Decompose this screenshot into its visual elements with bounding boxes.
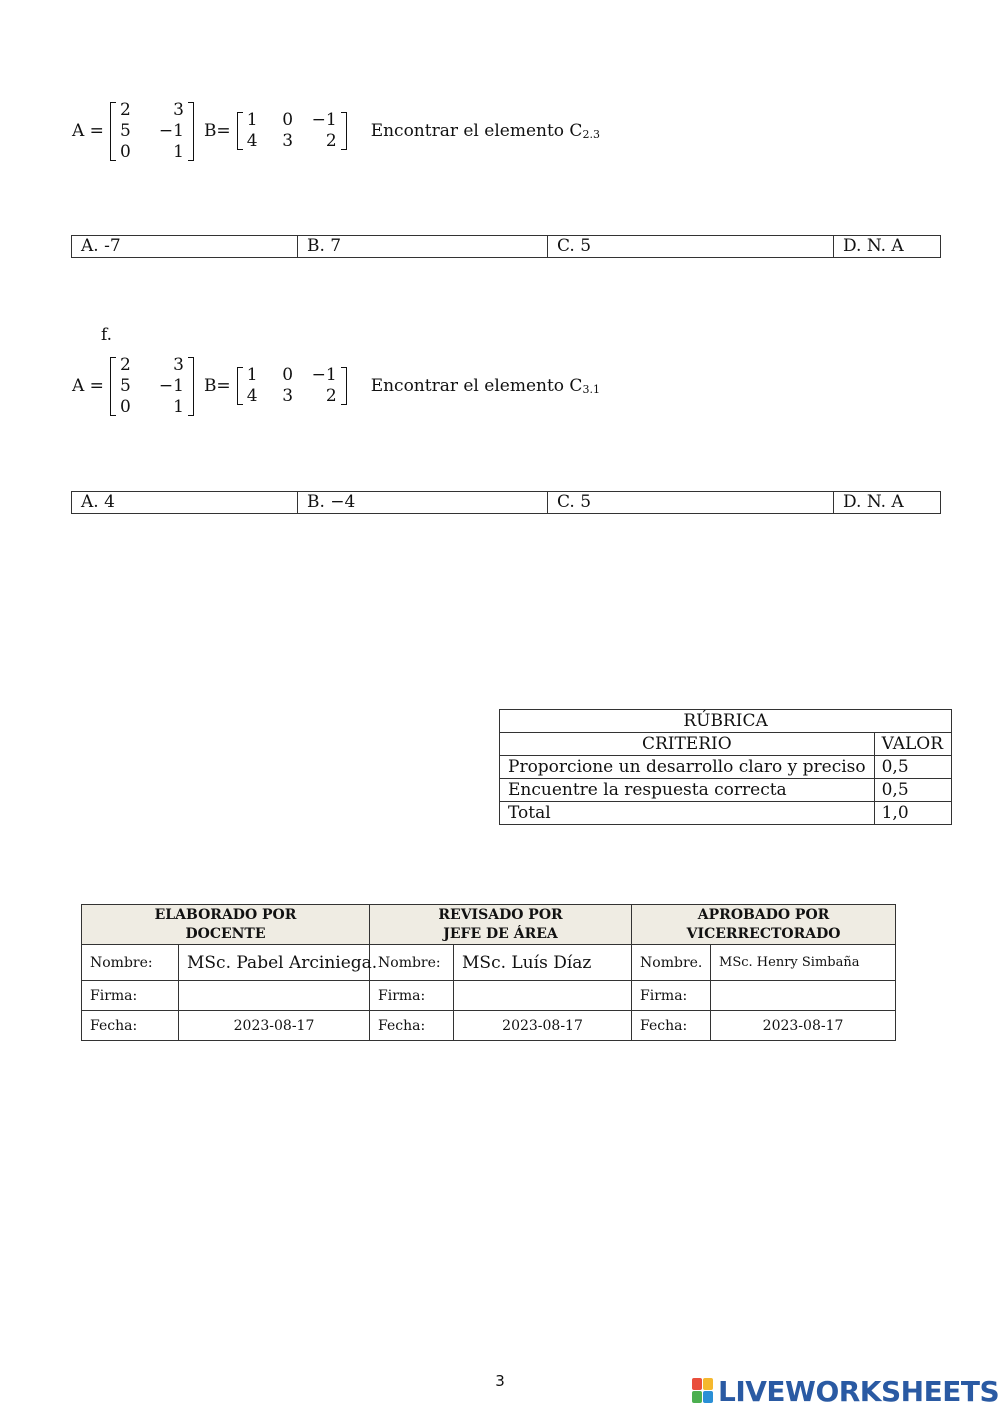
- element-subscript: 2.3: [582, 128, 600, 141]
- docente-name: MSc. Pabel Arciniega.: [179, 945, 370, 981]
- matrix-a-cell: 1: [173, 141, 184, 162]
- liveworksheets-logo[interactable]: [692, 1374, 999, 1408]
- option-d[interactable]: D. N. A: [843, 236, 904, 256]
- matrix-a: [110, 355, 194, 418]
- rubric-table: [499, 709, 952, 825]
- brand-name: LIVEWORKSHEETS: [718, 1374, 1000, 1408]
- matrix-b-cell: 2: [325, 386, 337, 406]
- fecha-value: 2023-08-17: [711, 1011, 896, 1041]
- matrix-a-cell: 5: [119, 375, 131, 396]
- element-subscript: 3.1: [582, 383, 600, 396]
- question-2-matrices: [72, 351, 600, 421]
- answer-options-1: [71, 235, 941, 258]
- matrix-a-cell: 0: [119, 141, 131, 162]
- matrix-b: [237, 365, 347, 407]
- option-c[interactable]: C. 5: [548, 236, 834, 257]
- rubric-criterio: Encuentre la respuesta correcta: [500, 779, 875, 802]
- matrix-b-label: B=: [203, 376, 231, 396]
- rubric-title: RÚBRICA: [500, 710, 952, 733]
- nombre-label: Nombre:: [370, 945, 454, 981]
- matrix-b-label: B=: [203, 121, 231, 141]
- matrix-a-cell: 2: [119, 354, 131, 375]
- option-a[interactable]: A. -7: [72, 236, 298, 257]
- option-c[interactable]: C. 5: [548, 492, 834, 513]
- matrix-a-cell: −1: [158, 375, 184, 396]
- signature-table: [81, 904, 896, 1041]
- matrix-b-cell: 0: [282, 110, 294, 130]
- matrix-a-cell: 2: [119, 99, 131, 120]
- table-row: [500, 779, 952, 802]
- matrix-b-cell: 1: [246, 365, 258, 385]
- option-d[interactable]: D. N. A: [843, 492, 904, 512]
- answer-options-2: [71, 491, 941, 514]
- matrix-b-cell: 0: [282, 365, 294, 385]
- matrix-b: [237, 110, 347, 152]
- table-row: [500, 756, 952, 779]
- matrix-a-cell: 1: [173, 396, 184, 417]
- matrix-b-cell: −1: [311, 110, 337, 130]
- matrix-a-cell: 3: [173, 99, 184, 120]
- rubric-criterio: Total: [500, 802, 875, 825]
- fecha-label: Fecha:: [370, 1011, 454, 1041]
- task-text: Encontrar el elemento $C_{3.1}$: [370, 376, 600, 396]
- header-revisado: REVISADO POR JEFE DE ÁREA: [370, 905, 632, 945]
- liveworksheets-icon: [692, 1378, 714, 1404]
- page-number: 3: [495, 1372, 505, 1390]
- table-row: [500, 802, 952, 825]
- matrix-a-cell: 0: [119, 396, 131, 417]
- matrix-a-cell: −1: [158, 120, 184, 141]
- matrix-b-cell: 4: [246, 131, 258, 151]
- firma-label: Firma:: [82, 981, 179, 1011]
- matrix-b-cell: 1: [246, 110, 258, 130]
- task-text: Encontrar el elemento $C_{2.3}$: [370, 121, 600, 141]
- matrix-b-cell: 4: [246, 386, 258, 406]
- firma-field[interactable]: [179, 981, 370, 1011]
- question-1-matrices: [72, 96, 600, 166]
- firma-label: Firma:: [632, 981, 711, 1011]
- jefe-name: MSc. Luís Díaz: [454, 945, 632, 981]
- firma-label: Firma:: [370, 981, 454, 1011]
- header-aprobado: APROBADO POR VICERRECTORADO: [632, 905, 896, 945]
- option-b[interactable]: B. −4: [298, 492, 548, 513]
- matrix-a-label: A =: [72, 376, 104, 396]
- matrix-a-label: A =: [72, 121, 104, 141]
- matrix-b-cell: 3: [282, 386, 294, 406]
- firma-field[interactable]: [711, 981, 896, 1011]
- matrix-a-cell: 3: [173, 354, 184, 375]
- option-a[interactable]: A. 4: [72, 492, 298, 513]
- matrix-a: [110, 100, 194, 163]
- rubric-col-valor: VALOR: [874, 733, 951, 756]
- rubric-valor: 0,5: [874, 756, 951, 779]
- item-label: f.: [101, 325, 113, 345]
- rubric-criterio: Proporcione un desarrollo claro y preciso: [500, 756, 875, 779]
- fecha-value: 2023-08-17: [179, 1011, 370, 1041]
- nombre-label: Nombre.: [632, 945, 711, 981]
- rubric-col-criterio: CRITERIO: [500, 733, 875, 756]
- rubric-valor: 0,5: [874, 779, 951, 802]
- vicerrector-name: MSc. Henry Simbaña: [711, 945, 896, 981]
- matrix-b-cell: 2: [325, 131, 337, 151]
- matrix-b-cell: 3: [282, 131, 294, 151]
- rubric-valor: 1,0: [874, 802, 951, 825]
- nombre-label: Nombre:: [82, 945, 179, 981]
- firma-field[interactable]: [454, 981, 632, 1011]
- fecha-label: Fecha:: [82, 1011, 179, 1041]
- header-elaborado: ELABORADO POR DOCENTE: [82, 905, 370, 945]
- fecha-label: Fecha:: [632, 1011, 711, 1041]
- fecha-value: 2023-08-17: [454, 1011, 632, 1041]
- matrix-b-cell: −1: [311, 365, 337, 385]
- matrix-a-cell: 5: [119, 120, 131, 141]
- option-b[interactable]: B. 7: [298, 236, 548, 257]
